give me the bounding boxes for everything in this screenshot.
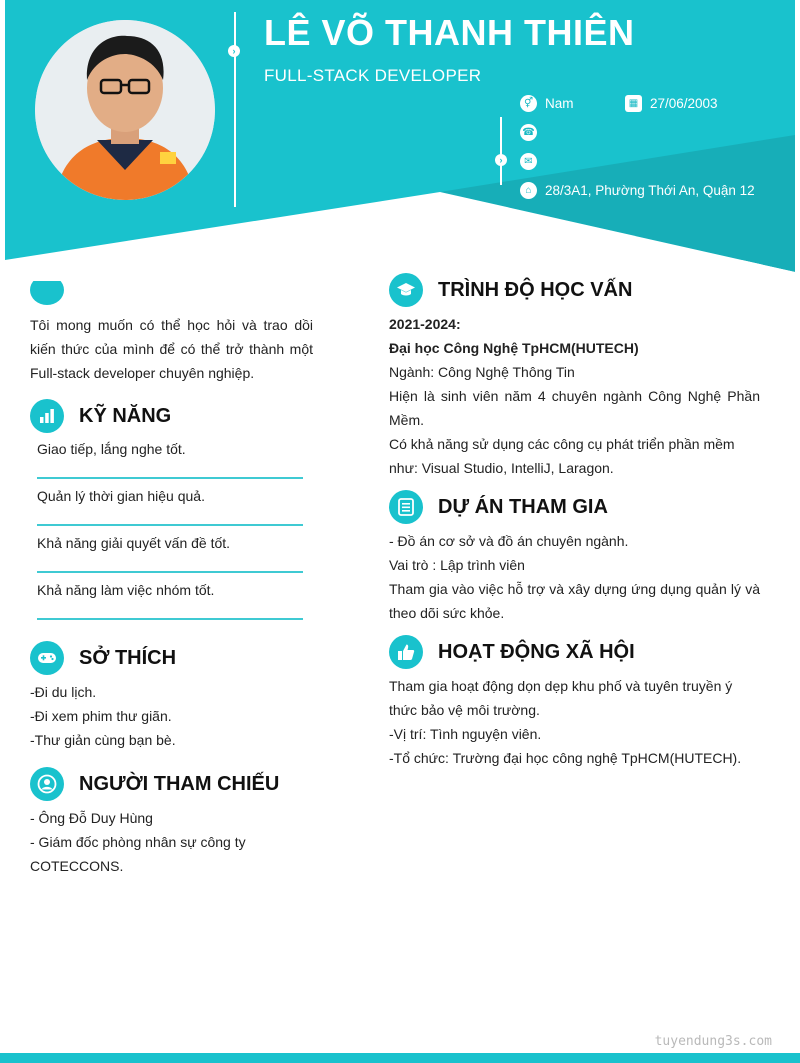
- reference-line: COTECCONS.: [30, 858, 124, 874]
- objective-icon-cover: [28, 268, 68, 281]
- gender-value: Nam: [545, 96, 574, 111]
- education-heading: TRÌNH ĐỘ HỌC VẤN: [389, 273, 632, 307]
- watermark: tuyendung3s.com: [654, 1034, 772, 1049]
- footer-bar: [0, 1053, 800, 1063]
- bar-chart-icon: [30, 399, 64, 433]
- project-line: - Đồ án cơ sở và đồ án chuyên ngành.: [389, 533, 629, 549]
- skill-item: Giao tiếp, lắng nghe tốt.: [37, 432, 303, 479]
- email-icon: ✉: [520, 153, 537, 170]
- hobby-item: -Thư giản cùng bạn bè.: [30, 732, 176, 748]
- phone-icon: ☎: [520, 124, 537, 141]
- gamepad-icon: [30, 641, 64, 675]
- references-heading: NGƯỜI THAM CHIẾU: [30, 767, 279, 801]
- graduation-cap-icon: [389, 273, 423, 307]
- calendar-icon: ▦: [625, 95, 642, 112]
- education-school: Đại học Công Nghệ TpHCM(HUTECH): [389, 340, 639, 356]
- activity-line: Tham gia hoạt động dọn dẹp khu phố và tuyên truyền ý thức bảo vệ môi trường.: [389, 678, 733, 718]
- education-description: Hiện là sinh viên năm 4 chuyên ngành Công Nghệ Phần Mềm.: [389, 388, 760, 428]
- project-line: Vai trò : Lập trình viên: [389, 557, 525, 573]
- activities-heading: HOẠT ĐỘNG XÃ HỘI: [389, 635, 635, 669]
- birthday-info: [625, 95, 718, 112]
- address-info: [520, 182, 755, 199]
- hobby-item: -Đi du lịch.: [30, 684, 97, 700]
- user-icon: [30, 767, 64, 801]
- reference-line: - Giám đốc phòng nhân sự công ty: [30, 834, 246, 850]
- skill-item: Khả năng giải quyết vấn đề tốt.: [37, 526, 303, 573]
- phone-info: [520, 124, 545, 141]
- hobbies-heading: SỞ THÍCH: [30, 641, 176, 675]
- candidate-name: LÊ VÕ THANH THIÊN: [264, 12, 635, 53]
- education-major: Ngành: Công Nghệ Thông Tin: [389, 364, 575, 380]
- header-divider: [234, 12, 236, 207]
- education-period: 2021-2024:: [389, 316, 461, 332]
- email-info: [520, 153, 545, 170]
- gender-icon: ⚥: [520, 95, 537, 112]
- activity-line: -Tổ chức: Trường đại học công nghệ TpHCM(HUTECH).: [389, 750, 742, 766]
- chevron-right-icon: ›: [495, 154, 507, 166]
- skill-item: Khả năng làm việc nhóm tốt.: [37, 573, 303, 620]
- contact-divider: [500, 117, 502, 185]
- birthday-value: 27/06/2003: [650, 96, 718, 111]
- candidate-role: FULL-STACK DEVELOPER: [264, 66, 482, 85]
- reference-line: - Ông Đỗ Duy Hùng: [30, 810, 153, 826]
- education-description: Có khả năng sử dụng các công cụ phát triển phần mềm như: Visual Studio, IntelliJ, Laragon.: [389, 436, 735, 476]
- avatar: [35, 20, 215, 200]
- chevron-right-icon: ›: [228, 45, 240, 57]
- objective-heading-cover: [28, 268, 318, 308]
- project-line: Tham gia vào việc hỗ trợ và xây dựng ứng dụng quản lý và theo dõi sức khỏe.: [389, 581, 760, 621]
- portrait-image: [35, 20, 215, 200]
- projects-heading: DỰ ÁN THAM GIA: [389, 490, 608, 524]
- address-value: 28/3A1, Phường Thới An, Quận 12: [545, 183, 755, 198]
- objective-text: Tôi mong muốn có thể học hỏi và trao dồi kiến thức của mình để có thể trở thành một Full-stack developer chuyên nghiệp.: [30, 317, 313, 381]
- hobby-item: -Đi xem phim thư giãn.: [30, 708, 172, 724]
- home-icon: ⌂: [520, 182, 537, 199]
- skill-item: Quản lý thời gian hiệu quả.: [37, 479, 303, 526]
- skill-divider: [37, 618, 303, 620]
- skills-heading: KỸ NĂNG: [30, 399, 171, 433]
- checklist-icon: [389, 490, 423, 524]
- activity-line: -Vị trí: Tình nguyện viên.: [389, 726, 542, 742]
- gender-info: [520, 95, 574, 112]
- thumbs-up-icon: [389, 635, 423, 669]
